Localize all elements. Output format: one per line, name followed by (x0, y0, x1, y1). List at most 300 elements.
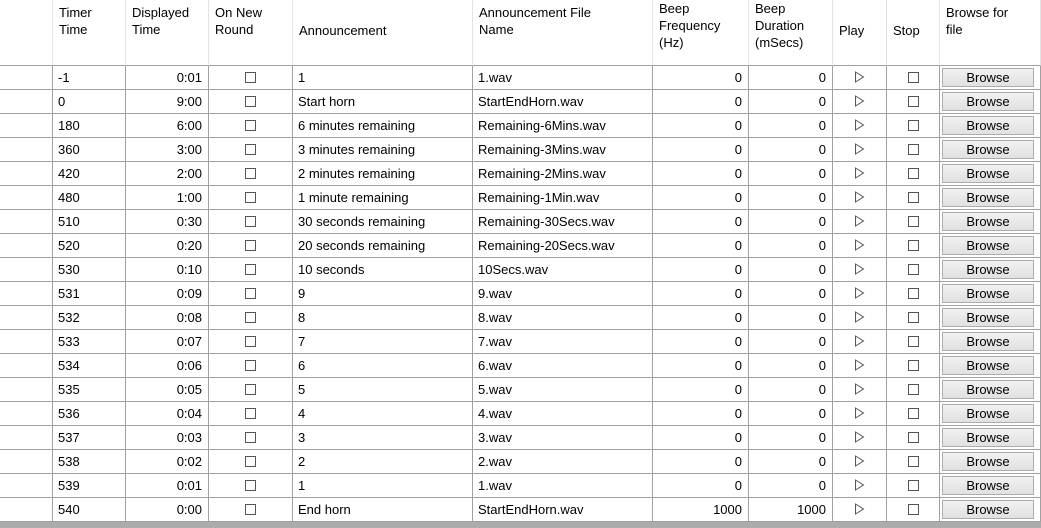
cell-on-new-round (209, 282, 293, 306)
cell-stop (887, 450, 940, 474)
header-beep-duration-line2: Duration (755, 18, 805, 33)
cell-browse (940, 186, 1041, 210)
cell-timer-time[interactable]: 480 (53, 186, 126, 210)
cell-beep-frequency[interactable]: 0 (653, 354, 749, 378)
on-new-round-checkbox[interactable] (245, 216, 256, 227)
header-beep-frequency[interactable] (653, 0, 749, 66)
play-icon[interactable] (854, 143, 865, 155)
cell-announcement-file[interactable]: StartEndHorn.wav (473, 90, 653, 114)
header-beep-frequency-line2: Frequency (659, 18, 721, 33)
cell-browse (940, 474, 1041, 498)
play-icon[interactable] (854, 239, 865, 251)
play-icon[interactable] (854, 263, 865, 275)
on-new-round-checkbox[interactable] (245, 288, 256, 299)
cell-play (833, 282, 887, 306)
header-timer-time-line2: Time (59, 22, 88, 37)
cell-displayed-time[interactable]: 0:03 (126, 426, 209, 450)
cell-announcement-file[interactable]: 8.wav (473, 306, 653, 330)
cell-announcement[interactable]: 7 (293, 330, 473, 354)
cell-stop (887, 210, 940, 234)
browse-button[interactable]: Browse (942, 380, 1034, 399)
cell-beep-frequency[interactable]: 0 (653, 330, 749, 354)
cell-displayed-time[interactable]: 0:00 (126, 498, 209, 522)
cell-on-new-round (209, 210, 293, 234)
header-stop[interactable] (887, 0, 940, 66)
cell-beep-duration[interactable]: 0 (749, 66, 833, 90)
cell-announcement[interactable]: 6 minutes remaining (293, 114, 473, 138)
cell-stop (887, 354, 940, 378)
on-new-round-checkbox[interactable] (245, 408, 256, 419)
cell-beep-duration[interactable]: 0 (749, 114, 833, 138)
browse-button[interactable]: Browse (942, 140, 1034, 159)
header-announcement-file-line2: Name (479, 22, 514, 37)
header-announcement-file-line1: Announcement File (479, 5, 592, 20)
cell-on-new-round (209, 450, 293, 474)
cell-beep-frequency[interactable]: 0 (653, 306, 749, 330)
cell-announcement[interactable]: End horn (293, 498, 473, 522)
on-new-round-checkbox[interactable] (245, 168, 256, 179)
row-header[interactable] (0, 378, 53, 402)
table-row[interactable] (0, 186, 1041, 210)
row-header[interactable] (0, 498, 53, 522)
cell-timer-time[interactable]: 520 (53, 234, 126, 258)
cell-stop (887, 426, 940, 450)
cell-on-new-round (209, 378, 293, 402)
header-beep-duration[interactable] (749, 0, 833, 66)
play-icon[interactable] (854, 503, 865, 515)
cell-beep-duration[interactable]: 0 (749, 330, 833, 354)
stop-checkbox[interactable] (908, 384, 919, 395)
cell-timer-time[interactable]: 539 (53, 474, 126, 498)
cell-timer-time[interactable]: 540 (53, 498, 126, 522)
row-header[interactable] (0, 210, 53, 234)
cell-announcement-file[interactable]: 7.wav (473, 330, 653, 354)
cell-on-new-round (209, 474, 293, 498)
cell-announcement[interactable]: 5 (293, 378, 473, 402)
header-displayed-time-line2: Time (132, 22, 161, 37)
browse-button[interactable]: Browse (942, 308, 1034, 327)
row-header[interactable] (0, 186, 53, 210)
browse-button[interactable]: Browse (942, 68, 1034, 87)
play-icon[interactable] (854, 431, 865, 443)
row-header[interactable] (0, 234, 53, 258)
table-row[interactable] (0, 258, 1041, 282)
cell-announcement-file[interactable]: Remaining-3Mins.wav (473, 138, 653, 162)
cell-beep-duration[interactable]: 0 (749, 234, 833, 258)
row-header[interactable] (0, 306, 53, 330)
cell-beep-duration[interactable]: 0 (749, 354, 833, 378)
cell-browse (940, 378, 1041, 402)
cell-displayed-time[interactable]: 1:00 (126, 186, 209, 210)
play-icon[interactable] (854, 287, 865, 299)
table-row[interactable] (0, 498, 1041, 522)
header-timer-time-line1: Timer (59, 5, 92, 20)
row-header[interactable] (0, 162, 53, 186)
cell-beep-duration[interactable]: 0 (749, 450, 833, 474)
cell-browse (940, 354, 1041, 378)
cell-beep-duration[interactable]: 0 (749, 90, 833, 114)
cell-stop (887, 138, 940, 162)
header-on-new-round-line1: On New (215, 5, 262, 20)
browse-button[interactable]: Browse (942, 212, 1034, 231)
cell-browse (940, 210, 1041, 234)
stop-checkbox[interactable] (908, 312, 919, 323)
cell-announcement-file[interactable]: 2.wav (473, 450, 653, 474)
cell-on-new-round (209, 186, 293, 210)
cell-announcement[interactable]: 3 (293, 426, 473, 450)
table-row[interactable] (0, 282, 1041, 306)
row-header[interactable] (0, 426, 53, 450)
cell-timer-time[interactable]: 510 (53, 210, 126, 234)
stop-checkbox[interactable] (908, 216, 919, 227)
row-header[interactable] (0, 90, 53, 114)
on-new-round-checkbox[interactable] (245, 240, 256, 251)
cell-announcement-file[interactable]: 4.wav (473, 402, 653, 426)
cell-announcement[interactable]: 20 seconds remaining (293, 234, 473, 258)
table-row[interactable] (0, 234, 1041, 258)
header-stop-line1: Stop (893, 23, 920, 38)
cell-stop (887, 90, 940, 114)
on-new-round-checkbox[interactable] (245, 192, 256, 203)
cell-beep-frequency[interactable]: 0 (653, 66, 749, 90)
table-row[interactable] (0, 378, 1041, 402)
cell-browse (940, 330, 1041, 354)
row-header[interactable] (0, 258, 53, 282)
cell-displayed-time[interactable]: 0:20 (126, 234, 209, 258)
cell-announcement-file[interactable]: Remaining-6Mins.wav (473, 114, 653, 138)
browse-button[interactable]: Browse (942, 428, 1034, 447)
cell-play (833, 114, 887, 138)
cell-announcement[interactable]: 3 minutes remaining (293, 138, 473, 162)
browse-button[interactable]: Browse (942, 356, 1034, 375)
header-announcement[interactable] (293, 0, 473, 66)
cell-announcement-file[interactable]: 1.wav (473, 474, 653, 498)
cell-timer-time[interactable]: 0 (53, 90, 126, 114)
row-header[interactable] (0, 282, 53, 306)
cell-browse (940, 282, 1041, 306)
cell-timer-time[interactable]: 530 (53, 258, 126, 282)
stop-checkbox[interactable] (908, 120, 919, 131)
cell-announcement[interactable]: 6 (293, 354, 473, 378)
cell-announcement-file[interactable]: 1.wav (473, 66, 653, 90)
row-header[interactable] (0, 66, 53, 90)
play-icon[interactable] (854, 95, 865, 107)
cell-on-new-round (209, 162, 293, 186)
browse-button[interactable]: Browse (942, 116, 1034, 135)
row-header[interactable] (0, 474, 53, 498)
header-on-new-round-line2: Round (215, 22, 254, 37)
cell-timer-time[interactable]: 538 (53, 450, 126, 474)
cell-announcement[interactable]: 1 (293, 66, 473, 90)
cell-beep-duration[interactable]: 0 (749, 258, 833, 282)
browse-button[interactable]: Browse (942, 332, 1034, 351)
cell-displayed-time[interactable]: 2:00 (126, 162, 209, 186)
row-header[interactable] (0, 114, 53, 138)
cell-stop (887, 306, 940, 330)
cell-announcement[interactable]: 10 seconds (293, 258, 473, 282)
cell-timer-time[interactable]: 360 (53, 138, 126, 162)
cell-beep-frequency[interactable]: 0 (653, 234, 749, 258)
cell-displayed-time[interactable]: 3:00 (126, 138, 209, 162)
table-row[interactable] (0, 354, 1041, 378)
stop-checkbox[interactable] (908, 504, 919, 515)
cell-beep-duration[interactable]: 1000 (749, 498, 833, 522)
table-row[interactable] (0, 330, 1041, 354)
cell-beep-frequency[interactable]: 0 (653, 378, 749, 402)
cell-timer-time[interactable]: 534 (53, 354, 126, 378)
stop-checkbox[interactable] (908, 336, 919, 347)
table-row[interactable] (0, 138, 1041, 162)
table-row[interactable] (0, 114, 1041, 138)
cell-beep-duration[interactable]: 0 (749, 162, 833, 186)
cell-beep-frequency[interactable]: 0 (653, 90, 749, 114)
stop-checkbox[interactable] (908, 96, 919, 107)
cell-beep-duration[interactable]: 0 (749, 474, 833, 498)
table-row[interactable] (0, 450, 1041, 474)
cell-announcement[interactable]: 4 (293, 402, 473, 426)
table-row[interactable] (0, 426, 1041, 450)
header-beep-duration-line1: Beep (755, 1, 786, 16)
header-browse-line1: Browse for (946, 5, 1009, 20)
cell-play (833, 402, 887, 426)
browse-button[interactable]: Browse (942, 500, 1034, 519)
cell-beep-duration[interactable]: 0 (749, 306, 833, 330)
stop-checkbox[interactable] (908, 456, 919, 467)
cell-beep-frequency[interactable]: 0 (653, 114, 749, 138)
cell-announcement-file[interactable]: Remaining-2Mins.wav (473, 162, 653, 186)
header-play[interactable] (833, 0, 887, 66)
cell-timer-time[interactable]: 531 (53, 282, 126, 306)
cell-displayed-time[interactable]: 0:08 (126, 306, 209, 330)
cell-announcement[interactable]: 1 (293, 474, 473, 498)
header-browse-line2: file (946, 22, 963, 37)
stop-checkbox[interactable] (908, 288, 919, 299)
cell-timer-time[interactable]: 532 (53, 306, 126, 330)
cell-beep-duration[interactable]: 0 (749, 402, 833, 426)
header-announcement-file[interactable] (473, 0, 653, 66)
cell-beep-duration[interactable]: 0 (749, 186, 833, 210)
play-icon[interactable] (854, 119, 865, 131)
on-new-round-checkbox[interactable] (245, 264, 256, 275)
cell-displayed-time[interactable]: 0:06 (126, 354, 209, 378)
cell-play (833, 210, 887, 234)
on-new-round-checkbox[interactable] (245, 360, 256, 371)
cell-play (833, 234, 887, 258)
browse-button[interactable]: Browse (942, 236, 1034, 255)
stop-checkbox[interactable] (908, 72, 919, 83)
cell-beep-frequency[interactable]: 0 (653, 450, 749, 474)
play-icon[interactable] (854, 407, 865, 419)
stop-checkbox[interactable] (908, 360, 919, 371)
cell-stop (887, 282, 940, 306)
table-row[interactable] (0, 66, 1041, 90)
stop-checkbox[interactable] (908, 432, 919, 443)
cell-beep-duration[interactable]: 0 (749, 426, 833, 450)
on-new-round-checkbox[interactable] (245, 144, 256, 155)
stop-checkbox[interactable] (908, 408, 919, 419)
table-row[interactable] (0, 474, 1041, 498)
stop-checkbox[interactable] (908, 264, 919, 275)
cell-announcement-file[interactable]: Remaining-20Secs.wav (473, 234, 653, 258)
cell-beep-frequency[interactable]: 0 (653, 162, 749, 186)
cell-play (833, 138, 887, 162)
cell-announcement-file[interactable]: 5.wav (473, 378, 653, 402)
cell-beep-frequency[interactable]: 0 (653, 426, 749, 450)
cell-stop (887, 402, 940, 426)
cell-on-new-round (209, 426, 293, 450)
cell-displayed-time[interactable]: 9:00 (126, 90, 209, 114)
table-row[interactable] (0, 162, 1041, 186)
cell-stop (887, 330, 940, 354)
browse-button[interactable]: Browse (942, 164, 1034, 183)
cell-displayed-time[interactable]: 0:01 (126, 474, 209, 498)
cell-play (833, 354, 887, 378)
cell-displayed-time[interactable]: 0:02 (126, 450, 209, 474)
on-new-round-checkbox[interactable] (245, 504, 256, 515)
browse-button[interactable]: Browse (942, 284, 1034, 303)
cell-timer-time[interactable]: -1 (53, 66, 126, 90)
cell-announcement[interactable]: 2 (293, 450, 473, 474)
table-row[interactable] (0, 306, 1041, 330)
cell-beep-frequency[interactable]: 0 (653, 138, 749, 162)
on-new-round-checkbox[interactable] (245, 336, 256, 347)
play-icon[interactable] (854, 311, 865, 323)
cell-announcement-file[interactable]: 3.wav (473, 426, 653, 450)
cell-play (833, 426, 887, 450)
on-new-round-checkbox[interactable] (245, 456, 256, 467)
on-new-round-checkbox[interactable] (245, 480, 256, 491)
table-row[interactable] (0, 402, 1041, 426)
cell-beep-frequency[interactable]: 0 (653, 402, 749, 426)
cell-browse (940, 114, 1041, 138)
on-new-round-checkbox[interactable] (245, 96, 256, 107)
on-new-round-checkbox[interactable] (245, 312, 256, 323)
cell-announcement-file[interactable]: 6.wav (473, 354, 653, 378)
browse-button[interactable]: Browse (942, 452, 1034, 471)
cell-browse (940, 90, 1041, 114)
cell-play (833, 66, 887, 90)
play-icon[interactable] (854, 479, 865, 491)
table-row[interactable] (0, 90, 1041, 114)
play-icon[interactable] (854, 383, 865, 395)
cell-stop (887, 234, 940, 258)
cell-beep-duration[interactable]: 0 (749, 210, 833, 234)
table-row[interactable] (0, 210, 1041, 234)
cell-timer-time[interactable]: 533 (53, 330, 126, 354)
cell-timer-time[interactable]: 420 (53, 162, 126, 186)
header-on-new-round[interactable] (209, 0, 293, 66)
stop-checkbox[interactable] (908, 168, 919, 179)
cell-beep-frequency[interactable]: 0 (653, 210, 749, 234)
cell-play (833, 378, 887, 402)
play-icon[interactable] (854, 191, 865, 203)
browse-button[interactable]: Browse (942, 476, 1034, 495)
cell-beep-frequency[interactable]: 0 (653, 186, 749, 210)
cell-stop (887, 186, 940, 210)
row-header[interactable] (0, 138, 53, 162)
on-new-round-checkbox[interactable] (245, 384, 256, 395)
stop-checkbox[interactable] (908, 240, 919, 251)
cell-announcement-file[interactable]: Remaining-30Secs.wav (473, 210, 653, 234)
cell-play (833, 450, 887, 474)
cell-beep-duration[interactable]: 0 (749, 378, 833, 402)
cell-displayed-time[interactable]: 0:05 (126, 378, 209, 402)
cell-displayed-time[interactable]: 6:00 (126, 114, 209, 138)
browse-button[interactable]: Browse (942, 260, 1034, 279)
cell-beep-duration[interactable]: 0 (749, 282, 833, 306)
cell-timer-time[interactable]: 180 (53, 114, 126, 138)
cell-displayed-time[interactable]: 0:10 (126, 258, 209, 282)
header-announcement-line1: Announcement (299, 23, 387, 38)
browse-button[interactable]: Browse (942, 188, 1034, 207)
cell-play (833, 474, 887, 498)
cell-beep-duration[interactable]: 0 (749, 138, 833, 162)
cell-browse (940, 138, 1041, 162)
stop-checkbox[interactable] (908, 192, 919, 203)
cell-announcement[interactable]: 2 minutes remaining (293, 162, 473, 186)
play-icon[interactable] (854, 215, 865, 227)
row-header[interactable] (0, 354, 53, 378)
cell-displayed-time[interactable]: 0:01 (126, 66, 209, 90)
cell-displayed-time[interactable]: 0:07 (126, 330, 209, 354)
header-browse[interactable] (940, 0, 1041, 66)
browse-button[interactable]: Browse (942, 92, 1034, 111)
row-header[interactable] (0, 402, 53, 426)
cell-announcement[interactable]: 30 seconds remaining (293, 210, 473, 234)
header-displayed-time[interactable] (126, 0, 209, 66)
header-timer-time[interactable] (53, 0, 126, 66)
cell-announcement-file[interactable]: 9.wav (473, 282, 653, 306)
stop-checkbox[interactable] (908, 144, 919, 155)
cell-timer-time[interactable]: 536 (53, 402, 126, 426)
play-icon[interactable] (854, 71, 865, 83)
cell-announcement[interactable]: 1 minute remaining (293, 186, 473, 210)
cell-beep-frequency[interactable]: 1000 (653, 498, 749, 522)
on-new-round-checkbox[interactable] (245, 72, 256, 83)
row-header[interactable] (0, 330, 53, 354)
cell-browse (940, 306, 1041, 330)
cell-displayed-time[interactable]: 0:30 (126, 210, 209, 234)
cell-beep-frequency[interactable]: 0 (653, 282, 749, 306)
on-new-round-checkbox[interactable] (245, 432, 256, 443)
row-header-corner (0, 0, 53, 66)
cell-announcement[interactable]: 8 (293, 306, 473, 330)
cell-announcement-file[interactable]: StartEndHorn.wav (473, 498, 653, 522)
cell-browse (940, 498, 1041, 522)
browse-button[interactable]: Browse (942, 404, 1034, 423)
play-icon[interactable] (854, 335, 865, 347)
play-icon[interactable] (854, 455, 865, 467)
cell-timer-time[interactable]: 535 (53, 378, 126, 402)
header-beep-frequency-line3: (Hz) (659, 35, 684, 50)
cell-beep-frequency[interactable]: 0 (653, 258, 749, 282)
cell-announcement[interactable]: Start horn (293, 90, 473, 114)
on-new-round-checkbox[interactable] (245, 120, 256, 131)
cell-displayed-time[interactable]: 0:04 (126, 402, 209, 426)
cell-displayed-time[interactable]: 0:09 (126, 282, 209, 306)
cell-beep-frequency[interactable]: 0 (653, 474, 749, 498)
stop-checkbox[interactable] (908, 480, 919, 491)
cell-announcement-file[interactable]: 10Secs.wav (473, 258, 653, 282)
cell-timer-time[interactable]: 537 (53, 426, 126, 450)
cell-on-new-round (209, 66, 293, 90)
cell-stop (887, 474, 940, 498)
play-icon[interactable] (854, 359, 865, 371)
cell-announcement[interactable]: 9 (293, 282, 473, 306)
row-header[interactable] (0, 450, 53, 474)
play-icon[interactable] (854, 167, 865, 179)
cell-announcement-file[interactable]: Remaining-1Min.wav (473, 186, 653, 210)
